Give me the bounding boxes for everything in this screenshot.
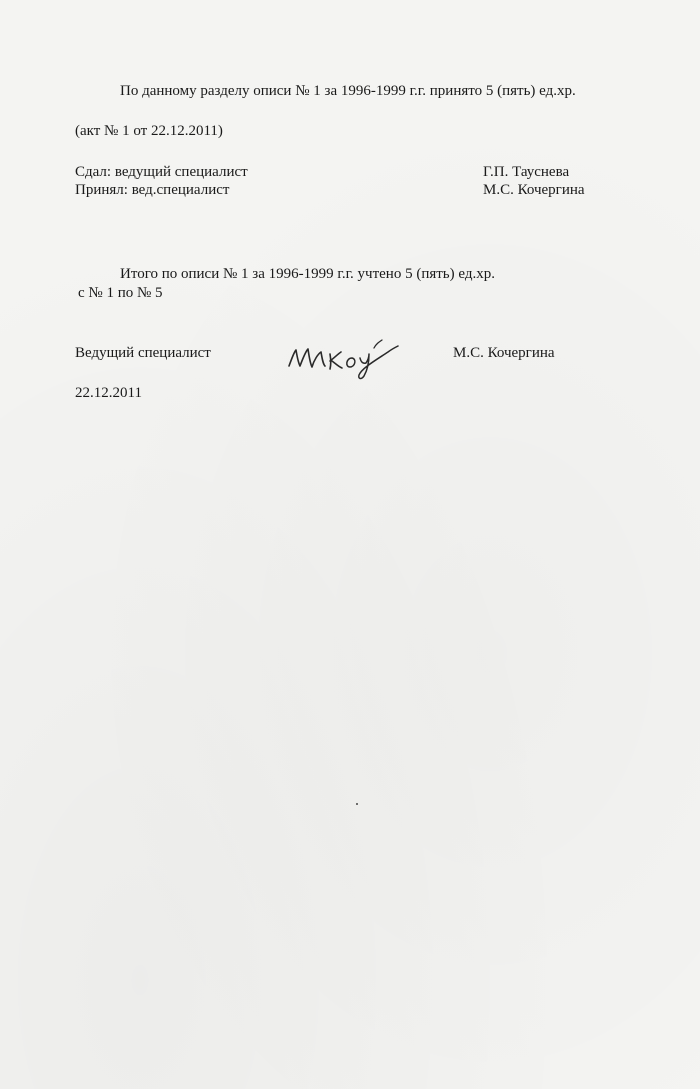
total-line: Итого по описи № 1 за 1996-1999 г.г. учтено 5 (пять) ед.хр. xyxy=(120,266,495,282)
act-reference: (акт № 1 от 22.12.2011) xyxy=(75,123,223,139)
given-label: Сдал: ведущий специалист xyxy=(75,164,248,180)
range-line: с № 1 по № 5 xyxy=(78,285,163,301)
signoff-position: Ведущий специалист xyxy=(75,345,211,361)
given-name: Г.П. Тауснева xyxy=(483,164,570,180)
signoff-name: М.С. Кочергина xyxy=(453,345,555,361)
handwritten-signature xyxy=(284,336,402,382)
received-label: Принял: вед.специалист xyxy=(75,182,230,198)
signoff-date: 22.12.2011 xyxy=(75,385,142,401)
intro-line: По данному разделу описи № 1 за 1996-1999 г.г. принято 5 (пять) ед.хр. xyxy=(120,83,576,99)
scan-speck xyxy=(356,803,358,805)
received-name: М.С. Кочергина xyxy=(483,182,585,198)
